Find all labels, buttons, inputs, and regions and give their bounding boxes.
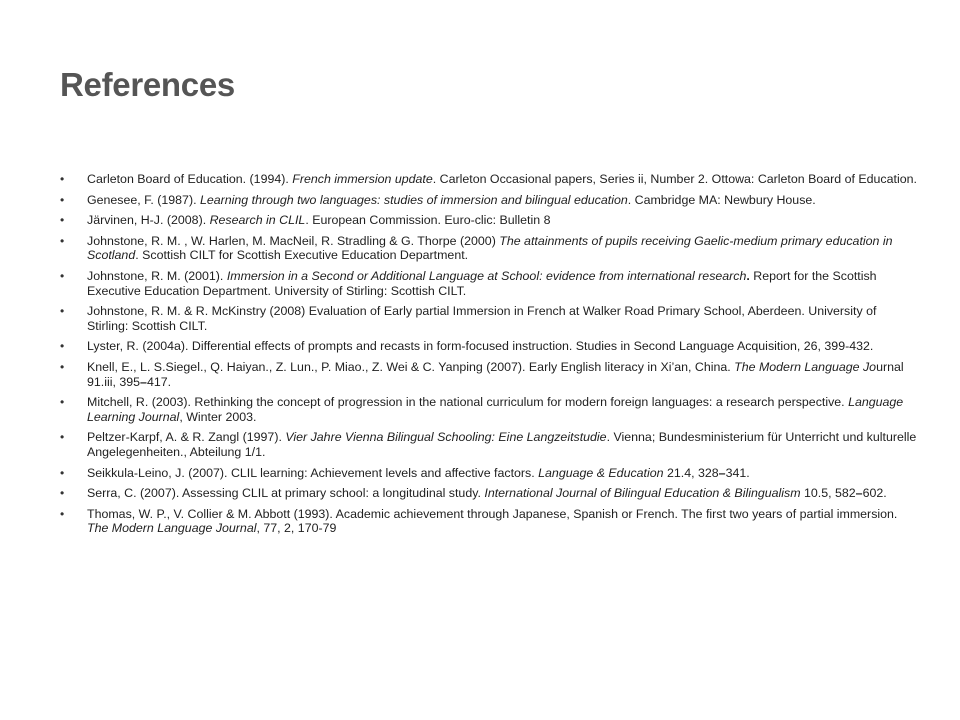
reference-item [60, 395, 920, 424]
reference-item [60, 172, 920, 187]
bullet-icon: • [60, 359, 65, 374]
bullet-icon: • [60, 430, 65, 445]
reference-text: Seikkula-Leino, J. (2007). CLIL learning: Achievement levels and affective factors. [87, 465, 539, 480]
reference-item [60, 234, 920, 263]
reference-text: 10.5, 582 [800, 486, 856, 501]
reference-text: Knell, E., L. S.Siegel., Q. Haiyan., Z. Lun., P. Miao., Z. Wei & C. Yanping (2007). Early English literacy in Xi’an, China. [87, 359, 735, 374]
reference-text: Language Learning Journal [87, 395, 904, 424]
reference-text: . [746, 268, 750, 283]
reference-text: Vier Jahre Vienna Bilingual Schooling: Eine Langzeitstudie [285, 430, 607, 445]
reference-text: 417. [146, 374, 172, 389]
bullet-icon: • [60, 395, 65, 410]
bullet-icon: • [60, 192, 65, 207]
reference-text: . European Commission. Euro-clic: Bulletin 8 [305, 213, 551, 228]
page-title: References [60, 66, 235, 103]
reference-item [60, 213, 920, 228]
reference-item [60, 193, 920, 208]
reference-text: – [140, 374, 147, 389]
reference-text: The Modern Language Journal [87, 521, 257, 536]
bullet-icon: • [60, 213, 65, 228]
bullet-icon: • [60, 172, 65, 186]
bullet-icon: • [60, 465, 65, 480]
reference-text: Genesee, F. (1987). [87, 192, 200, 207]
reference-text: . Vienna; Bundesministerium für Unterricht und kulturelle Angelegenheiten., Abteilung 1/1. [87, 430, 917, 459]
reference-text: 341. [725, 465, 750, 480]
reference-text: , 77, 2, 170-79 [256, 521, 337, 536]
reference-item [60, 430, 920, 459]
reference-text: . Scottish CILT for Scottish Executive Education Department. [135, 248, 469, 263]
reference-text: Thomas, W. P., V. Collier & M. Abbott (1993). Academic achievement through Japanese, Spanish or French. The first two years of partial immersion. [87, 506, 898, 521]
reference-text: The Modern Language Jo [734, 359, 877, 374]
reference-text: Johnstone, R. M. & R. McKinstry (2008) Evaluation of Early partial Immersion in French at Walker Road Primary School, Aberdeen. University of Stirling: Scottish CILT. [87, 304, 877, 333]
reference-text: International Journal of Bilingual Education & Bilingualism [484, 486, 801, 501]
reference-text: Peltzer-Karpf, A. & R. Zangl (1997). [87, 430, 286, 445]
reference-text: 21.4, 328 [663, 465, 719, 480]
reference-item [60, 304, 920, 333]
reference-text: – [855, 486, 863, 501]
reference-text: Johnstone, R. M. (2001). [87, 268, 227, 283]
reference-item [60, 339, 920, 354]
reference-text: Language & Education [538, 465, 664, 480]
bullet-icon: • [60, 339, 65, 354]
reference-item [60, 507, 920, 536]
bullet-icon: • [60, 268, 65, 283]
reference-text: Järvinen, H-J. (2008). [87, 213, 210, 228]
reference-text: Report for the Scottish Executive Education Department. University of Stirling: Scottish CILT. [87, 268, 877, 298]
reference-text: Serra, C. (2007). Assessing CLIL at primary school: a longitudinal study. [87, 486, 485, 501]
reference-text: Mitchell, R. (2003). Rethinking the concept of progression in the national curriculum for modern foreign languages: a research perspective. [87, 395, 849, 410]
reference-text: Lyster, R. (2004a). Differential effects of prompts and recasts in form-focused instruction. Studies in Second Language Acquisition, 26, 399-432. [87, 339, 874, 354]
reference-text: Research in CLIL [209, 213, 306, 228]
reference-text: urnal 91.iii, 395 [87, 359, 904, 389]
bullet-icon: • [60, 233, 65, 248]
reference-text: The attainments of pupils receiving Gaelic-medium primary education in Scotland [87, 233, 893, 263]
reference-list [60, 172, 920, 542]
bullet-icon: • [60, 506, 65, 521]
reference-item [60, 466, 920, 481]
reference-text: . Cambridge MA: Newbury House. [627, 192, 816, 207]
reference-item [60, 486, 920, 501]
reference-text: Learning through two languages: studies of immersion and bilingual education [199, 192, 628, 207]
reference-item [60, 269, 920, 298]
reference-text: . Carleton Occasional papers, Series ii, Number 2. Ottowa: Carleton Board of Education. [432, 172, 917, 186]
reference-text: Johnstone, R. M. , W. Harlen, M. MacNeil, R. Stradling & G. Thorpe (2000) [87, 233, 500, 248]
bullet-icon: • [60, 304, 65, 319]
reference-text: Immersion in a Second or Additional Language at School: evidence from international research [226, 268, 747, 283]
reference-text: French immersion update [292, 172, 433, 186]
reference-text: Carleton Board of Education. (1994). [87, 172, 293, 186]
reference-text: 602. [862, 486, 887, 501]
reference-text: – [718, 465, 726, 480]
bullet-icon: • [60, 486, 65, 501]
reference-item [60, 360, 920, 389]
reference-text: , Winter 2003. [179, 409, 257, 424]
